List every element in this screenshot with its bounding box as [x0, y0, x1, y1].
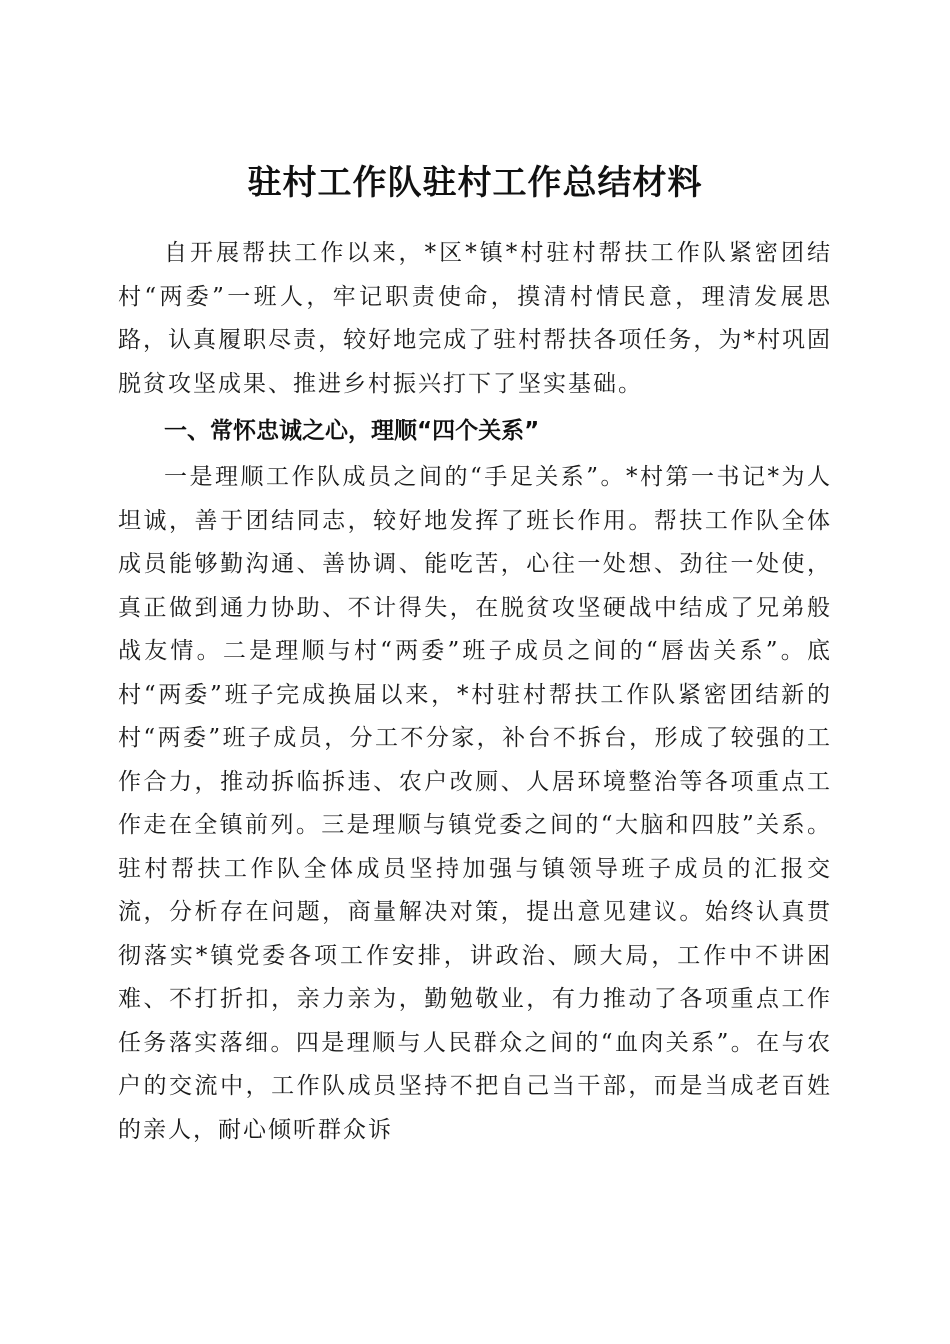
document-title: 驻村工作队驻村工作总结材料 [247, 162, 703, 203]
section-body-paragraph: 一是理顺工作队成员之间的“手足关系”。*村第一书记*为人坦诚，善于团结同志，较好地发挥了班长作用。帮扶工作队全体成员能够勤沟通、善协调、能吃苦，心往一处想、劲往一处使，真正做到通力协助、不计得失，在脱贫攻坚硬战中结成了兄弟般战友情。二是理顺与村“两委”班子成员之间的“唇齿关系”。底村“两委”班子完成换届以来，*村驻村帮扶工作队紧密团结新的村“两委”班子成员，分工不分家，补台不拆台，形成了较强的工作合力，推动拆临拆违、农户改厕、人居环境整治等各项重点工作走在全镇前列。三是理顺与镇党委之间的“大脑和四肢”关系。驻村帮扶工作队全体成员坚持加强与镇领导班子成员的汇报交流，分析存在问题，商量解决对策，提出意见建议。始终认真贯彻落实*镇党委各项工作安排，讲政治、顾大局，工作中不讲困难、不打折扣，亲力亲为，勤勉敬业，有力推动了各项重点工作任务落实落细。四是理顺与人民群众之间的“血肉关系”。在与农户的交流中，工作队成员坚持不把自己当干部，而是当成老百姓的亲人，耐心倾听群众诉 [118, 464, 832, 1143]
intro-paragraph: 自开展帮扶工作以来，*区*镇*村驻村帮扶工作队紧密团结村“两委”一班人，牢记职责使命，摸清村情民意，理清发展思路，认真履职尽责，较好地完成了驻村帮扶各项任务，为*村巩固脱贫攻坚成果、推进乡村振兴打下了坚实基础。 [118, 240, 832, 397]
section-heading: 一、常怀忠诚之心，理顺“四个关系” [164, 418, 540, 444]
